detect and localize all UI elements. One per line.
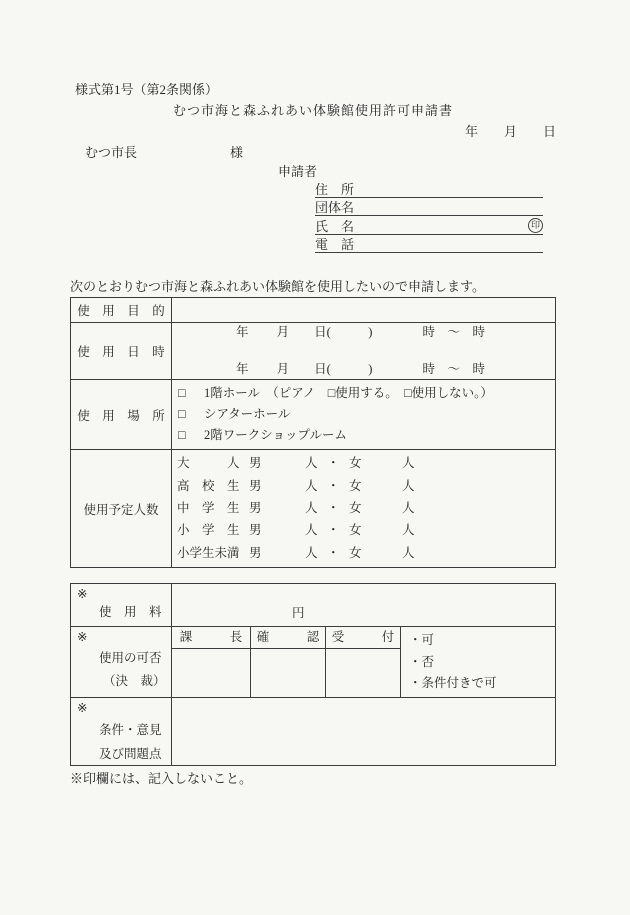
datetime-row (71, 323, 556, 380)
footnote: ※印欄には、記入しないこと。 (70, 771, 253, 786)
female-unit: 人 (402, 456, 415, 471)
conditions-header-cell (71, 698, 172, 766)
female-unit: 人 (402, 478, 415, 493)
stamp-column-header: 確 認 (251, 627, 325, 649)
male-unit: 人 (305, 500, 318, 515)
male-label: 男 (249, 523, 262, 538)
separator-dot: ・ (327, 456, 340, 471)
approval-value-cell (172, 627, 556, 698)
people-row-preschool (177, 546, 555, 561)
datetime-label: 使 用 日 時 (71, 323, 172, 380)
people-row-adult (177, 456, 555, 471)
checkbox-icon: □ (178, 428, 186, 443)
stamp-column-confirmation (251, 627, 326, 697)
place-option-text: 1階ホール （ピアノ □使用する。 □使用しない。） (204, 385, 493, 400)
male-label: 男 (249, 500, 262, 515)
male-label: 男 (249, 456, 262, 471)
purpose-row (71, 298, 556, 323)
approval-sublabel: （決 裁） (103, 674, 166, 688)
male-unit: 人 (305, 545, 318, 560)
addressee-honorific: 様 (230, 145, 244, 160)
place-value-cell (172, 380, 556, 450)
people-value-cell (172, 450, 556, 568)
fee-unit: 円 (292, 606, 305, 620)
datetime-value-cell (172, 323, 556, 380)
people-category: 中 学 生 (177, 500, 240, 515)
conditions-label: 条件・意見 (99, 723, 162, 737)
approval-option-yes: ・可 (409, 633, 435, 648)
stamp-box (172, 649, 250, 697)
office-note-mark: ※ (77, 630, 88, 644)
applicant-fields (315, 179, 543, 253)
male-unit: 人 (305, 523, 318, 538)
office-use-table (70, 583, 556, 766)
approval-options (401, 627, 555, 697)
place-option-hall1f (178, 386, 555, 401)
separator-dot: ・ (327, 478, 340, 493)
female-unit: 人 (402, 545, 415, 560)
people-row-juniorhigh (177, 501, 555, 516)
addressee-line (85, 144, 556, 161)
usage-table (70, 297, 556, 568)
field-phone (315, 235, 543, 254)
female-label: 女 (349, 523, 362, 538)
approval-layout (172, 627, 555, 697)
separator-dot: ・ (327, 500, 340, 515)
field-name (315, 216, 543, 235)
people-rows (172, 453, 555, 565)
stamp-box (326, 649, 400, 697)
people-label: 使用予定人数 (71, 450, 172, 568)
female-label: 女 (349, 478, 362, 493)
datetime-line-1: 年 月 日( ) 時 〜 時 (236, 325, 485, 339)
applicant-label: 申請者 (278, 164, 318, 179)
field-address (315, 179, 543, 198)
people-row-highschool (177, 479, 555, 494)
stamp-column-section-chief (172, 627, 251, 697)
male-unit: 人 (305, 456, 318, 471)
datetime-lines (172, 323, 555, 379)
purpose-label: 使 用 目 的 (71, 298, 172, 323)
fee-value-cell (172, 584, 556, 627)
approval-option-no: ・否 (409, 654, 435, 669)
approval-option-conditional: ・条件付きで可 (409, 675, 497, 690)
checkbox-icon: □ (178, 385, 186, 400)
form-number: 様式第1号（第2条関係） (75, 82, 219, 97)
fee-row (71, 584, 556, 627)
stamp-grid (172, 627, 401, 697)
male-unit: 人 (305, 478, 318, 493)
form-title: むつ市海と森ふれあい体験館使用許可申請書 (172, 103, 453, 118)
office-note-mark: ※ (77, 701, 88, 715)
conditions-value-cell (172, 698, 556, 766)
approval-header-cell (71, 627, 172, 698)
female-label: 女 (349, 456, 362, 471)
people-category: 大 人 (177, 456, 240, 471)
date-line: 年 月 日 (464, 124, 556, 139)
place-option-theater (178, 407, 555, 422)
conditions-row (71, 698, 556, 766)
conditions-label-2: 及び問題点 (99, 747, 162, 761)
male-label: 男 (249, 545, 262, 560)
separator-dot: ・ (327, 545, 340, 560)
people-row-group (71, 450, 556, 568)
female-unit: 人 (402, 500, 415, 515)
stamp-column-header: 課 長 (172, 627, 250, 649)
people-category: 高 校 生 (177, 478, 240, 493)
fee-header-cell (71, 584, 172, 627)
approval-label: 使用の可否 (99, 651, 162, 665)
field-phone-label: 電 話 (315, 237, 355, 252)
fee-label: 使 用 料 (99, 605, 162, 619)
people-category: 小学生未満 (177, 545, 240, 560)
purpose-value-cell (172, 298, 556, 323)
place-option-text: 2階ワークショップルーム (204, 428, 348, 443)
addressee: むつ市長 (85, 145, 138, 160)
field-organization (315, 198, 543, 217)
field-name-label: 氏 名 (315, 218, 355, 234)
field-address-label: 住 所 (315, 181, 355, 197)
field-organization-label: 団体名 (315, 200, 355, 215)
stamp-column-reception (326, 627, 401, 697)
place-label: 使 用 場 所 (71, 380, 172, 450)
checkbox-icon: □ (178, 406, 186, 421)
female-label: 女 (349, 500, 362, 515)
place-option-workshop2f (178, 428, 555, 443)
male-label: 男 (249, 478, 262, 493)
seal-character: 印 (530, 219, 540, 230)
datetime-line-2: 年 月 日( ) 時 〜 時 (236, 362, 485, 376)
separator-dot: ・ (327, 523, 340, 538)
stamp-box (251, 649, 325, 697)
people-row-elementary (177, 523, 555, 538)
place-row (71, 380, 556, 450)
office-note-mark: ※ (77, 587, 88, 601)
approval-row (71, 627, 556, 698)
place-options (172, 383, 555, 447)
intro-sentence: 次のとおりむつ市海と森ふれあい体験館を使用したいので申請します。 (70, 279, 485, 294)
stamp-column-header: 受 付 (326, 627, 400, 649)
place-option-text: シアターホール (204, 406, 291, 421)
female-label: 女 (349, 545, 362, 560)
people-category: 小 学 生 (177, 523, 240, 538)
female-unit: 人 (402, 523, 415, 538)
seal-icon (528, 218, 543, 233)
